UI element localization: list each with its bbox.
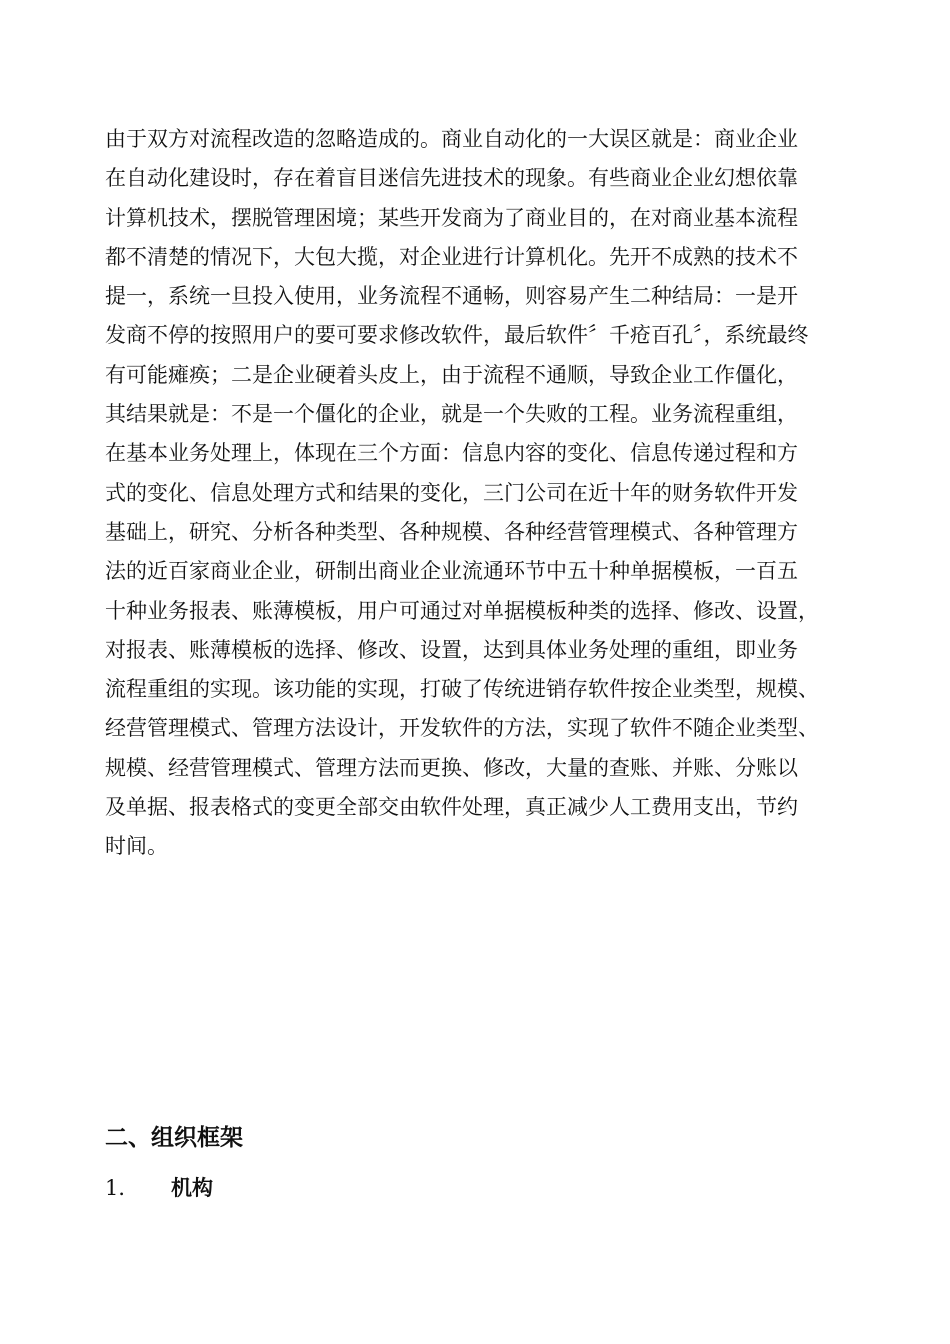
paragraph-line: 由于双方对流程改造的忽略造成的。商业自动化的一大误区就是：商业企业 bbox=[105, 127, 798, 151]
paragraph-line: 时间。 bbox=[105, 834, 168, 859]
paragraph-line: 流程重组的实现。该功能的实现，打破了传统进销存软件按企业类型，规模、 bbox=[105, 677, 819, 702]
paragraph-line: 在基本业务处理上，体现在三个方面：信息内容的变化、信息传递过程和方 bbox=[105, 441, 798, 466]
paragraph-line: 都不清楚的情况下，大包大揽，对企业进行计算机化。先开不成熟的技术不 bbox=[105, 244, 798, 269]
paragraph-line: 计算机技术，摆脱管理困境；某些开发商为了商业目的，在对商业基本流程 bbox=[105, 205, 798, 230]
paragraph-line: 在自动化建设时，存在着盲目迷信先进技术的现象。有些商业企业幻想依靠 bbox=[105, 166, 798, 191]
paragraph-line: 式的变化、信息处理方式和结果的变化，三门公司在近十年的财务软件开发 bbox=[105, 480, 798, 505]
paragraph-line: 及单据、报表格式的变更全部交由软件处理，真正减少人工费用支出，节约 bbox=[105, 795, 798, 820]
body-paragraph bbox=[105, 120, 875, 867]
paragraph-line: 十种业务报表、账薄模板，用户可通过对单据模板种类的选择、修改、设置， bbox=[105, 598, 819, 623]
paragraph-line: 经营管理模式、管理方法设计，开发软件的方法，实现了软件不随企业类型、 bbox=[105, 716, 819, 741]
paragraph-line: 基础上，研究、分析各种类型、各种规模、各种经营管理模式、各种管理方 bbox=[105, 519, 798, 544]
paragraph-line: 规模、经营管理模式、管理方法而更换、修改，大量的查账、并账、分账以 bbox=[105, 755, 798, 780]
paragraph-line: 发商不停的按照用户的要可要求修改软件，最后软件〞千疮百孔〞，系统最终 bbox=[105, 323, 809, 348]
sub-heading bbox=[105, 1168, 213, 1208]
paragraph-line: 提一，系统一旦投入使用，业务流程不通畅，则容易产生二种结局：一是开 bbox=[105, 284, 798, 309]
section-heading: 二、组织框架 bbox=[105, 1125, 243, 1151]
paragraph-line: 有可能瘫痪；二是企业硬着头皮上，由于流程不通顺，导致企业工作僵化， bbox=[105, 362, 798, 387]
sub-heading-number: 1． bbox=[105, 1176, 140, 1200]
paragraph-line: 法的近百家商业企业，研制出商业企业流通环节中五十种单据模板，一百五 bbox=[105, 559, 798, 584]
paragraph-line: 对报表、账薄模板的选择、修改、设置，达到具体业务处理的重组，即业务 bbox=[105, 637, 798, 662]
sub-heading-text: 机构 bbox=[171, 1176, 213, 1200]
paragraph-line: 其结果就是：不是一个僵化的企业，就是一个失败的工程。业务流程重组， bbox=[105, 402, 798, 427]
